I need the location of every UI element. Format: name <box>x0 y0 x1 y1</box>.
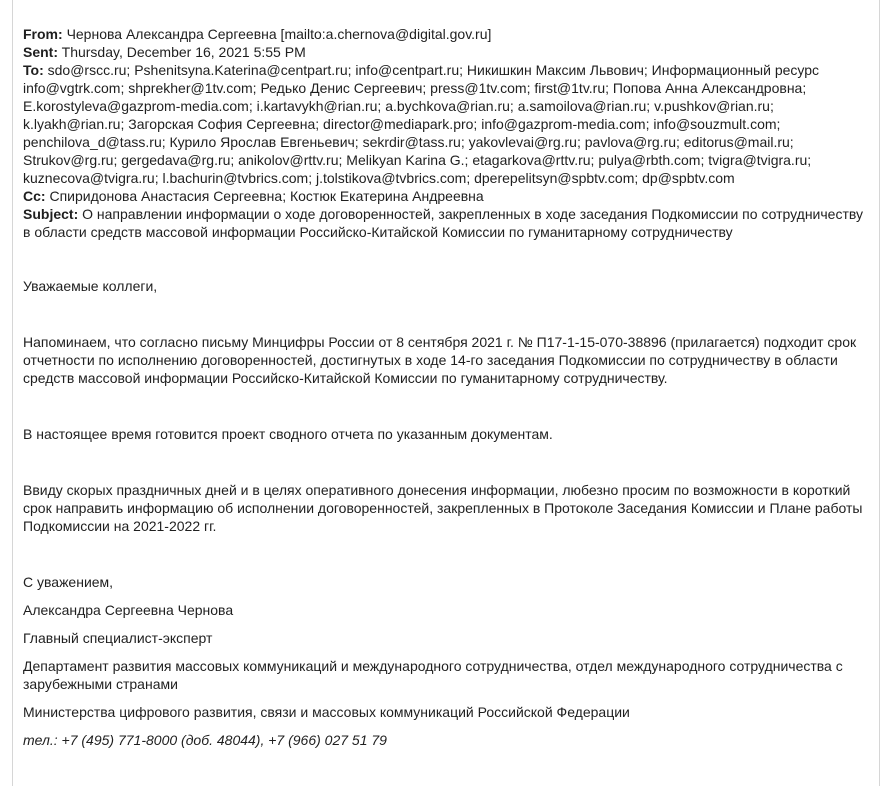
signature-phone: тел.: +7 (495) 771-8000 (доб. 48044), +7 (966) 027 51 79 <box>23 732 387 748</box>
to-value[interactable]: sdo@rscc.ru; Pshenitsyna.Katerina@centpart.ru; info@centpart.ru; Никишкин Максим Львович; Информационный ресурс info@vgtrk.com; shprekher@1tv.com; Редько Денис Сергеевич; press@1tv.com; first@1tv.ru; Попова Анна Александровна; E.korostyleva@gazprom-media.com; i.kartavykh@rian.ru; a.bychkova@rian.ru; a.samoilova@rian.ru; v.pushkov@rian.ru; k.lyakh@rian.ru; Загорская София Сергеевна; director@mediapark.pro; info@gazprom-media.com; info@souzmult.com; penchilova_d@tass.ru; Курило Ярослав Евгеньевич; sekrdir@tass.ru; yakovlevai@rg.ru; pavlova@rg.ru; editorus@mail.ru; Strukov@rg.ru; gergedava@rg.ru; anikolov@rttv.ru; Melikyan Karina G.; etagarkova@rttv.ru; pulya@rbth.com; tvigra@tvigra.ru; kuznecova@tvigra.ru; l.bachurin@tvbrics.com; j.tolstikova@tvbrics.com; dperepelitsyn@spbtv.com; dp@spbtv.com <box>23 62 820 186</box>
signature-closing: С уважением, <box>23 574 114 590</box>
subject-value: О направлении информации о ходе договоренностей, закрепленных в ходе заседания Подкомиссии по сотрудничеству в области средств массовой информации Российско-Китайской Комиссии по гуманитарному сотрудничеству <box>23 206 863 240</box>
subject-label: Subject: <box>23 206 79 222</box>
body-paragraph-2: В настоящее время готовится проект сводного отчета по указанным документам. <box>23 426 553 442</box>
cc-value[interactable]: Спиридонова Анастасия Сергеевна; Костюк Екатерина Андреевна <box>49 188 484 204</box>
body-paragraph-3: Ввиду скорых праздничных дней и в целях оперативного донесения информации, любезно просим по возможности в короткий срок направить информацию об исполнении договоренностей, закрепленных в Протоколе Заседания Комиссии и Плане работы Подкомиссии на 2021-2022 гг. <box>23 482 863 534</box>
email-header <box>23 25 873 241</box>
signature-position: Главный специалист-эксперт <box>23 630 213 646</box>
signature-ministry: Министерства цифрового развития, связи и массовых коммуникаций Российской Федерации <box>23 704 630 720</box>
from-value[interactable]: Чернова Александра Сергеевна [mailto:a.chernova@digital.gov.ru] <box>66 26 492 42</box>
cc-label: Cc: <box>23 188 46 204</box>
to-label: To: <box>23 62 44 78</box>
sent-line <box>23 43 873 61</box>
sent-value: Thursday, December 16, 2021 5:55 PM <box>61 44 306 60</box>
sent-label: Sent: <box>23 44 58 60</box>
signature-name: Александра Сергеевна Чернова <box>23 602 234 618</box>
cc-line <box>23 187 873 205</box>
from-label: From: <box>23 26 63 42</box>
from-line <box>23 25 873 43</box>
subject-line <box>23 205 873 241</box>
greeting: Уважаемые коллеги, <box>23 278 158 294</box>
to-line <box>23 61 873 187</box>
email-content <box>23 25 873 749</box>
signature-department: Департамент развития массовых коммуникаций и международного сотрудничества, отдел международного сотрудничества с зарубежными странами <box>23 658 843 692</box>
body-paragraph-1: Напоминаем, что согласно письму Минцифры России от 8 сентября 2021 г. № П17-1-15-070-38896 (прилагается) подходит срок отчетности по исполнению договоренностей, достигнутых в ходе 14-го заседания Подкомиссии по сотрудничеству в области средств массовой информации Российско-Китайской Комиссии по гуманитарному сотрудничеству. <box>23 334 857 386</box>
